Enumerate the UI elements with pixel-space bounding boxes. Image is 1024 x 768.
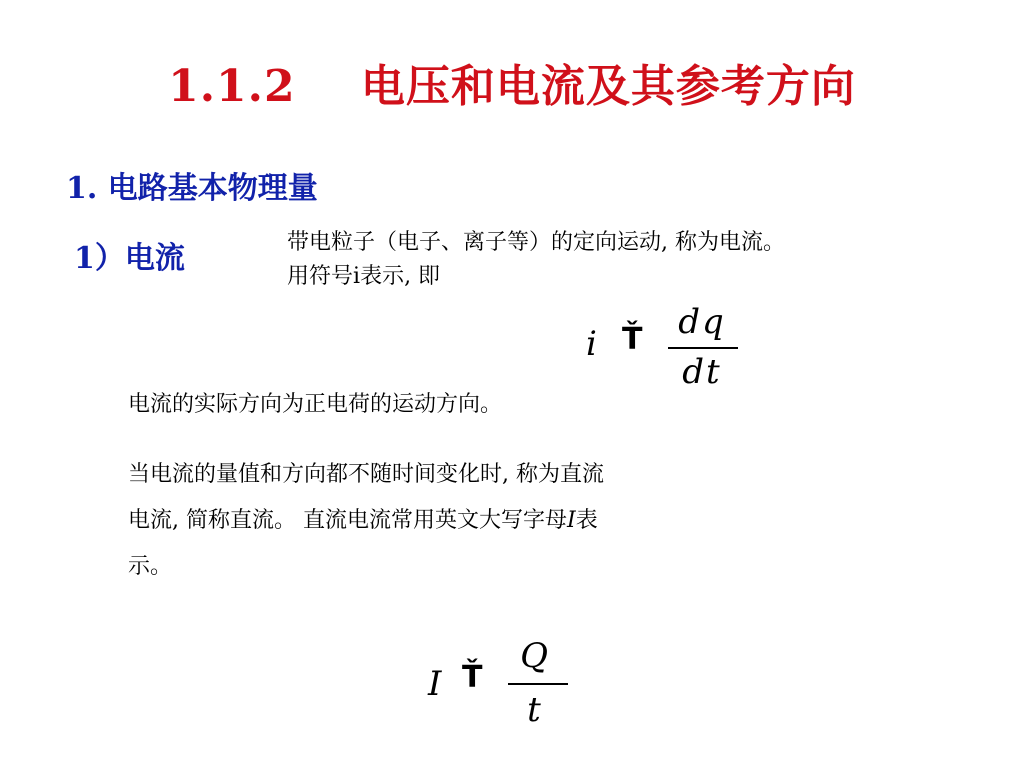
definition-line-2-prefix: 用符号 xyxy=(287,264,354,289)
sub-heading-current: 1）电流 xyxy=(74,241,185,276)
current-formula xyxy=(580,300,760,400)
dc-paragraph xyxy=(128,452,828,590)
formula-numerator: Q xyxy=(520,636,550,676)
formula-operator: Ť xyxy=(622,322,643,357)
formula-operator: Ť xyxy=(462,660,483,695)
definition-line-1: 带电粒子（电子、离子等）的定向运动, 称为电流。 xyxy=(287,230,785,255)
slide-title: 1.1.2 电压和电流及其参考方向 xyxy=(168,61,856,112)
current-definition xyxy=(287,226,1007,294)
formula-lhs: i xyxy=(586,324,597,364)
dc-line-2 xyxy=(128,498,828,544)
fraction-bar xyxy=(508,683,568,685)
formula-lhs: I xyxy=(428,664,442,704)
dc-symbol: I xyxy=(566,508,576,533)
dc-formula xyxy=(420,632,580,732)
section-heading: 1. 电路基本物理量 xyxy=(66,171,318,206)
formula-denominator: dt xyxy=(682,352,722,392)
definition-symbol: i xyxy=(353,264,361,289)
definition-line-2-suffix: 表示, 即 xyxy=(360,264,441,289)
dc-line-3: 示。 xyxy=(128,554,173,579)
formula-denominator: t xyxy=(527,690,543,730)
direction-note: 电流的实际方向为正电荷的运动方向。 xyxy=(128,392,503,417)
fraction-bar xyxy=(668,347,738,349)
dc-line-1: 当电流的量值和方向都不随时间变化时, 称为直流 xyxy=(128,462,604,487)
dc-line-2-suffix: 表 xyxy=(575,508,598,533)
dc-line-2-prefix: 电流, 简称直流。 直流电流常用英文大写字母 xyxy=(128,508,567,533)
definition-line-2 xyxy=(287,260,1007,294)
formula-numerator: dq xyxy=(678,302,726,342)
